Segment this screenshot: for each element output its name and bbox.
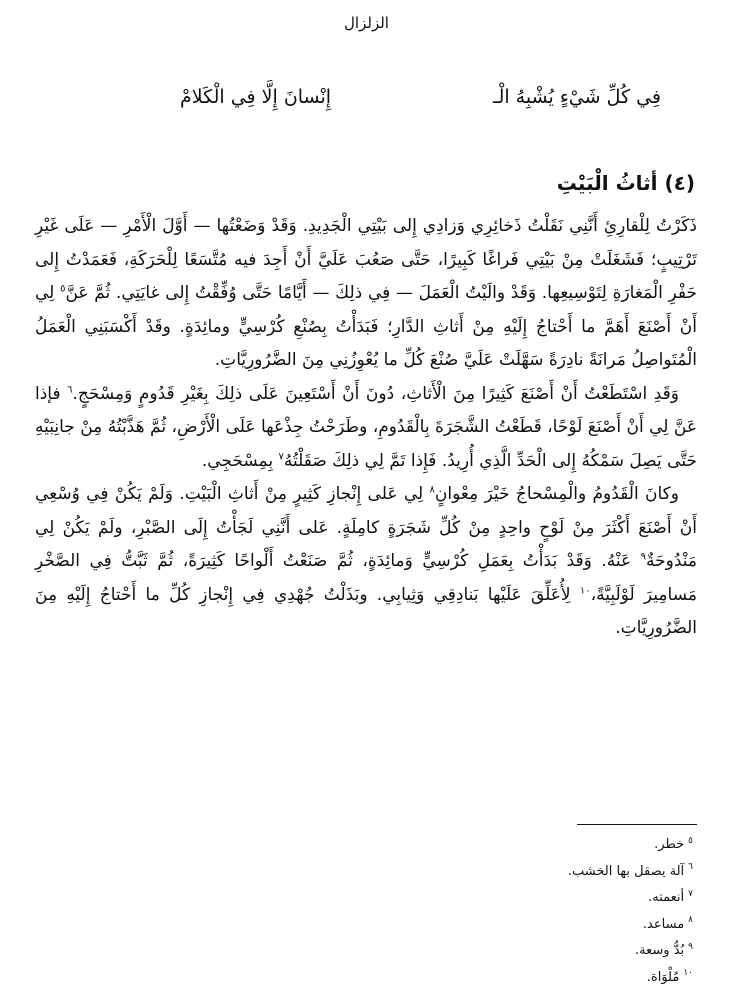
footnote-number: ٨: [688, 915, 693, 926]
footnote-text: خطر.: [654, 837, 685, 852]
footnote-number: ٧: [688, 888, 693, 899]
footnote-text: مساعد.: [642, 916, 685, 932]
body-text: [35, 210, 697, 646]
footnote-number: ٥: [688, 835, 693, 846]
footnote-text: بُدٌّ وسعة.: [635, 943, 685, 958]
paragraph-3-text-d: لِأُعَلِّقَ عَلَيْها بَنادِقِي وَثِيابِي. وبَذَلْتُ جُهْدِي فِي إِنْجازِ كُلِّ ما أَحْتاجُ إِلَيْهِ مِنَ الضَّرُورِيَّاتِ.: [35, 584, 697, 638]
footnote-item: [293, 859, 693, 886]
footnote-item: [293, 912, 693, 939]
verse-first-hemistich: فِي كُلِّ شَيْءٍ يُشْبِهُ الْـ: [493, 86, 661, 108]
footnote-text: آلة يصقل بها الخشب.: [567, 863, 685, 879]
footnote-divider: [577, 824, 697, 825]
footnote-ref-7: ٧: [278, 450, 284, 462]
footnote-number: ٦: [688, 862, 693, 873]
poem-verse: [40, 80, 693, 114]
paragraph-3-text-a: وكانَ الْقَدُومُ والْمِسْحاجُ خَيْرَ مِعْوانٍ: [434, 484, 679, 504]
footnote-ref-9: ٩: [640, 551, 646, 563]
verse-second-hemistich: إِنْسانَ إِلَّا فِي الْكَلامْ: [180, 86, 332, 108]
footnote-ref-10: ١٠: [579, 584, 591, 596]
paragraph-3: [35, 478, 697, 646]
paragraph-1: [35, 210, 697, 378]
running-header: الزلزال: [344, 14, 389, 32]
footnote-item: [293, 885, 693, 912]
footnote-number: ٩: [688, 941, 693, 952]
section-title: (٤) أثاثُ الْبَيْتِ: [556, 171, 695, 195]
footnote-ref-6: ٦: [67, 383, 73, 395]
paragraph-2-text-b: فإذا عَنَّ لِي أَنْ أَصْنَعَ لَوْحًا، قَطَعْتُ الشَّجَرَةَ بِالْقَدُومِ، وطَرَحْتُ جِذْعَها عَلَى الْأَرْضِ، ثُمَّ هَذَّبْتُهُ مِنْ جانِبَيْهِ حَتَّى يَصِلَ سَمْكُهُ إِلى الْحَدِّ الَّذِي أُرِيدُ. فَإِذا تَمَّ لِي ذلِكَ صَقَلْتُهُ: [35, 383, 697, 471]
footnote-text: أنعمته.: [648, 890, 685, 905]
footnote-text: مُلْوَاة.: [646, 969, 680, 985]
paragraph-3-text-b: لِي عَلى إِنْجازِ كَثِيرٍ مِنْ أَثاثِ الْبَيْتِ. وَلَمْ يَكُنْ فِي وُسْعِي أَنْ أَصْنَعَ أَكْثَرَ مِنْ لَوْحٍ واحِدٍ مِنْ كُلِّ شَجَرَةٍ كامِلَةٍ. عَلى أَنَّنِي لَجَأْتُ إِلَى الصَّبْرِ، ولَمْ يَكُنْ لِي مَنْدُوحَةٌ: [35, 484, 697, 571]
paragraph-1-text-a: ذَكَرْتُ لِلْقارِئِ أَنَّنِي نَقَلْتُ ذَخائِرِي وَزادِي إِلى بَيْتِي الْجَدِيدِ. وَقَدْ وَضَعْتُها — أَوَّلَ الْأَمْرِ — عَلَى غَيْرِ تَرْتِيبٍ؛ فَشَغَلَتْ مِنْ بَيْتِي فَراغًا كَبِيرًا، حَتَّى صَعُبَ عَلَيَّ أَنْ أَجِدَ فيه مُتَّسَعًا لِلْحَرَكَةِ، فَعَمَدْتُ إِلى حَفْرِ الْمَغارَةِ لِتَوْسِيعِها. وَقَدْ والَيْتُ الْعَمَلَ — فِي ذلِكَ — أَيَّامًا حَتَّى وُفِّقْتُ إِلى غايَتِي. ثُمَّ عَنَّ: [35, 216, 697, 303]
footnote-ref-8: ٨: [429, 484, 435, 496]
paragraph-2: [35, 378, 697, 479]
footnote-item: [293, 832, 693, 859]
paragraph-3-text-c: عَنْهُ. وَقَدْ بَدَأْتُ بِعَمَلِ كُرْسِيٍّ وَمائِدَةٍ، ثُمَّ صَنَعْتُ أَلْواحًا كَثِيرَةً، ثُمَّ ثَبَّتُّ فِي الصَّخْرِ مَسامِيرَ لَوْلَبِيَّةً،: [35, 551, 697, 605]
footnote-number: ١٠: [683, 968, 693, 979]
footnote-item: [293, 965, 693, 992]
paragraph-2-text-a: وَقَدِ اسْتَطَعْتُ أَنْ أَصْنَعَ كَثِيرًا مِنَ الْأَثاثِ، دُونَ أَنْ أَسْتَعِينَ عَلَى ذلِكَ بِغَيْرِ قَدُومٍ وَمِسْحَجٍ.: [72, 383, 679, 404]
footnote-item: [293, 938, 693, 965]
footnotes-list: [293, 832, 693, 991]
paragraph-2-text-c: بِمِسْحَجِي.: [201, 450, 279, 471]
paragraph-1-text-b: لِي أَنْ أَصْنَعَ أَهَمَّ ما أَحْتاجُ إِلَيْهِ مِنْ أَثاثِ الدَّارِ؛ فَبَدَأْتُ بِصُنْعِ كُرْسِيٍّ ومائِدَةٍ. وقَدْ أَكْسَبَنِي الْعَمَلُ الْمُتَواصِلُ مَرانَةً نادِرَةً سَهَّلَتْ عَلَيَّ صُنْعَ كُلِّ ما يُعْوِزُنِي مِنَ الضَّرُورِيَّاتِ.: [35, 283, 697, 370]
footnote-ref-5: ٥: [60, 283, 66, 295]
